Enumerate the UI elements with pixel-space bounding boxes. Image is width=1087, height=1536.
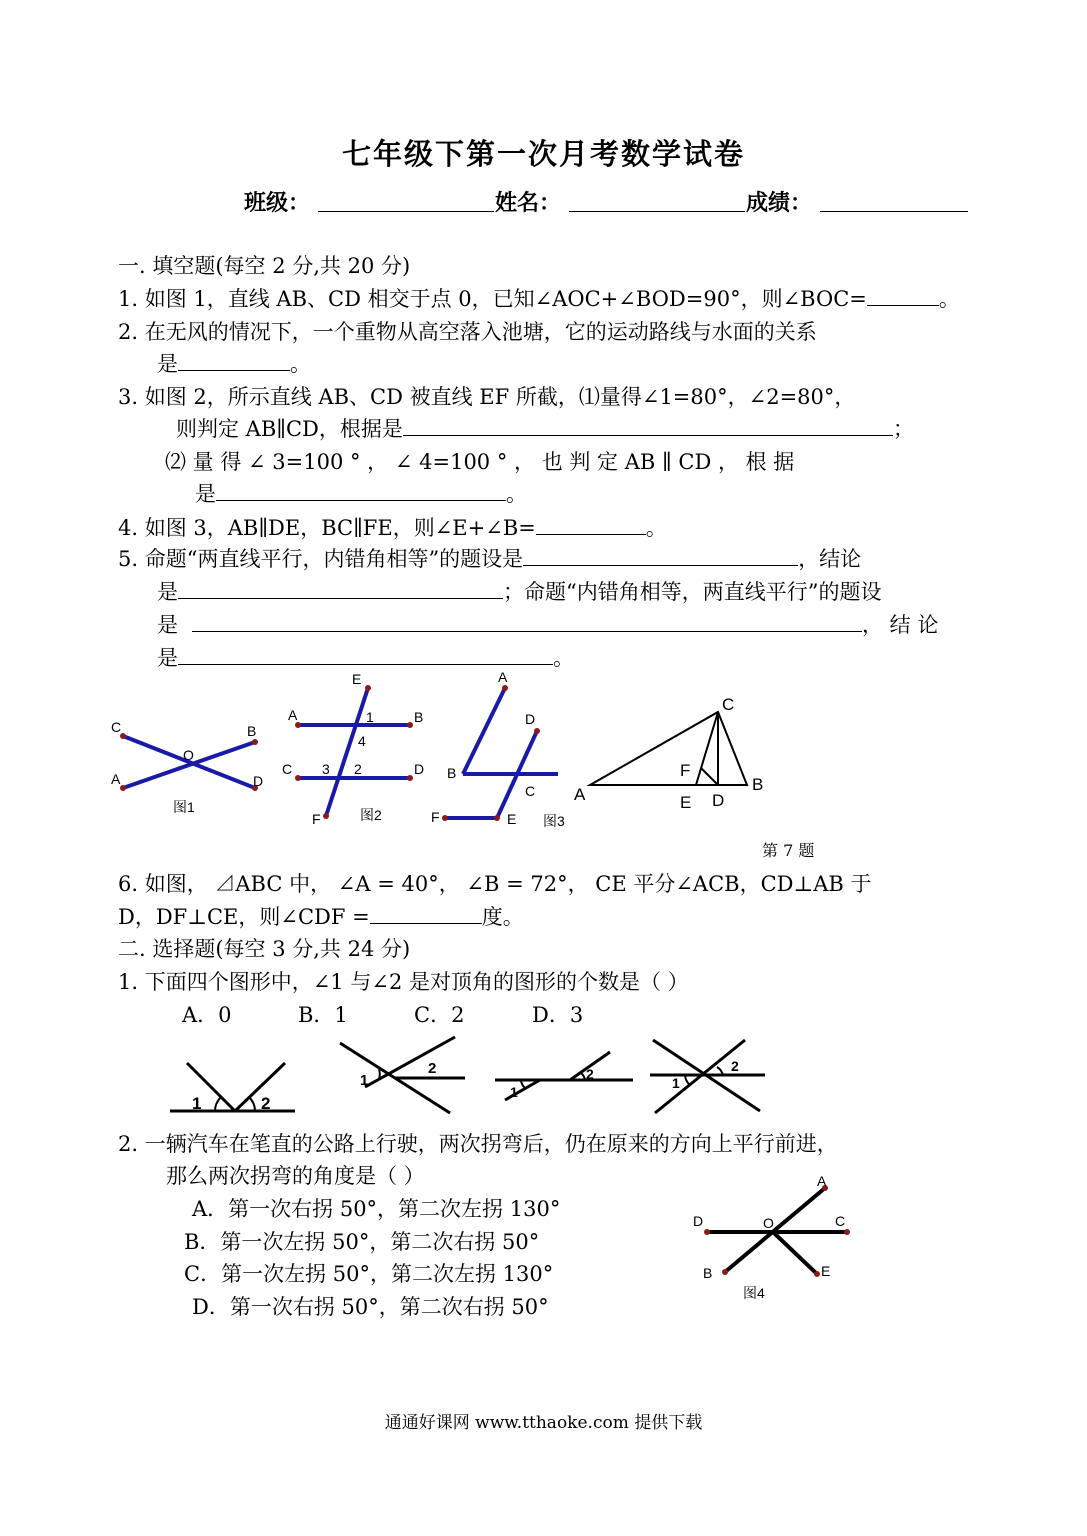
line-ef (326, 688, 368, 816)
score-blank[interactable] (820, 211, 968, 212)
q1-2-end: 。 (290, 352, 311, 376)
point-a (502, 685, 508, 691)
q1-6-line2 (118, 903, 524, 931)
label-1: 1 (366, 709, 374, 725)
q1-1-blank[interactable] (867, 285, 939, 306)
caption-fig2: 图2 (360, 807, 382, 823)
q1-4-blank[interactable] (536, 514, 646, 535)
q1-3-line3: ⑵ 量 得 ∠ 3=100 ° ， ∠ 4=100 ° ， 也 判 定 AB ∥ CD ， 根 据 (165, 450, 795, 474)
caption-fig1: 图1 (173, 799, 195, 815)
point-d (704, 1229, 710, 1235)
label-f: F (431, 809, 440, 825)
angle-figures (165, 1035, 775, 1125)
angle-label-1: 1 (192, 1094, 202, 1113)
q1-5-end1: ，结论 (798, 547, 862, 571)
q2-1-text: 1. 下面四个图形中，∠1 与∠2 是对顶角的图形的个数是（ ） (118, 970, 689, 994)
q1-1 (118, 285, 960, 313)
q2-2-option-b[interactable]: B．第一次左拐 50°，第二次右拐 50° (184, 1230, 540, 1254)
q1-5-blank2[interactable] (178, 578, 503, 599)
figure-2 (280, 668, 440, 833)
point-c (844, 1229, 850, 1235)
point-e (494, 815, 500, 821)
section2-heading: 二. 选择题(每空 3 分,共 24 分) (118, 937, 411, 961)
label-o: O (763, 1215, 774, 1231)
figure-1 (105, 712, 275, 822)
label-3: 3 (322, 761, 330, 777)
q1-5-blank4[interactable] (178, 644, 553, 665)
angle-label-1: 1 (360, 1072, 369, 1089)
angle-figure-4 (650, 1040, 765, 1113)
angle-label-1: 1 (672, 1075, 680, 1091)
q1-5-end4: 。 (553, 646, 574, 670)
q1-3-line4 (195, 480, 527, 508)
q1-5-end3: ， 结 论 (862, 613, 939, 637)
q2-2-option-c[interactable]: C．第一次左拐 50°，第二次左拐 130° (184, 1262, 554, 1286)
label-4: 4 (358, 733, 366, 749)
label-d: D (712, 791, 725, 810)
label-e: E (352, 671, 362, 687)
label-b: B (752, 775, 764, 794)
caption-fig4: 图4 (743, 1285, 765, 1301)
q1-5-blank3[interactable] (192, 611, 862, 632)
label-e: E (680, 793, 692, 812)
q2-2-option-d[interactable]: D．第一次右拐 50°，第二次右拐 50° (192, 1295, 549, 1319)
q1-3-line2 (176, 415, 914, 443)
q1-3-lead1: 则判定 AB∥CD，根据是 (176, 417, 403, 441)
q1-3-line1: 3. 如图 2，所示直线 AB、CD 被直线 EF 所截，⑴量得∠1=80°，∠2=80°， (118, 385, 856, 409)
angle-figure-2 (340, 1037, 465, 1113)
point-d (407, 775, 413, 781)
q2-1-option-a[interactable]: A．0 (182, 1003, 232, 1027)
q1-3-end1: ； (892, 417, 914, 441)
q1-6-line1: 6. 如图， ⊿ABC 中， ∠A = 40°， ∠B = 72°， CE 平分∠ACB，CD⊥AB 于 (118, 872, 872, 896)
label-a: A (574, 785, 586, 804)
label-f: F (680, 761, 691, 780)
q1-2-line1: 2. 在无风的情况下，一个重物从高空落入池塘，它的运动路线与水面的关系 (118, 320, 817, 344)
caption-fig7: 第 7 题 (762, 841, 815, 860)
name-blank[interactable] (569, 211, 745, 212)
point-c (295, 775, 301, 781)
page-title: 七年级下第一次月考数学试卷 (341, 137, 745, 171)
point-a (120, 785, 126, 791)
label-e: E (507, 811, 517, 827)
line-oe (773, 1232, 817, 1274)
q1-3-blank2[interactable] (216, 480, 506, 501)
q1-2-lead: 是 (157, 352, 178, 376)
q1-2-line2 (157, 350, 311, 378)
label-d: D (525, 711, 536, 727)
triangle-abc (590, 712, 747, 785)
angle-label-1: 1 (510, 1084, 518, 1100)
angle-label-2: 2 (261, 1094, 271, 1113)
point-f (323, 813, 329, 819)
label-a: A (498, 669, 508, 685)
angle-figure-1 (170, 1063, 295, 1113)
figure-4 (685, 1170, 865, 1310)
q1-5-line2 (157, 578, 881, 606)
label-o: O (183, 747, 194, 763)
q1-2-blank[interactable] (178, 350, 290, 371)
q1-3-lead2: 是 (195, 482, 216, 506)
q1-3-end2: 。 (506, 482, 527, 506)
label-a: A (817, 1173, 827, 1189)
label-b: B (247, 723, 257, 739)
label-d: D (693, 1213, 704, 1229)
q1-3-blank1[interactable] (403, 415, 893, 436)
angle-label-2: 2 (731, 1058, 739, 1074)
q1-5-line3 (157, 611, 938, 639)
label-b: B (414, 709, 424, 725)
angle-figure-3 (495, 1052, 633, 1100)
angle-label-2: 2 (428, 1060, 437, 1077)
line-ab (463, 688, 505, 774)
section1-heading: 一. 填空题(每空 2 分,共 20 分) (118, 254, 411, 278)
q1-4-end: 。 (645, 516, 667, 540)
name-label: 姓名： (495, 190, 562, 216)
q2-1-option-b[interactable]: B．1 (298, 1003, 348, 1027)
q1-1-end: 。 (938, 287, 960, 311)
label-c: C (111, 719, 122, 735)
q2-1-option-c[interactable]: C．2 (414, 1003, 465, 1027)
q1-6-blank[interactable] (370, 903, 482, 924)
q1-4 (118, 514, 667, 542)
q1-6-lead: D，DF⊥CE，则∠CDF = (118, 905, 370, 929)
q1-5-lead2: 是 (157, 580, 178, 604)
angle-label-2: 2 (586, 1066, 594, 1082)
q1-5-lead4: 是 (157, 646, 178, 670)
point-d (534, 728, 540, 734)
point-b (252, 739, 258, 745)
label-b: B (703, 1265, 713, 1281)
label-e: E (821, 1263, 831, 1279)
q1-1-text: 1. 如图 1，直线 AB、CD 相交于点 0，已知∠AOC+∠BOD=90°，则∠BOC= (118, 287, 867, 311)
q2-2-line2: 那么两次拐弯的角度是（ ） (166, 1164, 425, 1188)
label-2: 2 (354, 761, 362, 777)
point-e (814, 1271, 820, 1277)
point-f (442, 815, 448, 821)
point-b (407, 722, 413, 728)
figure-3 (425, 668, 585, 833)
label-d: D (414, 761, 425, 777)
point-e (365, 685, 371, 691)
segment-df (701, 768, 718, 785)
caption-fig3: 图3 (543, 813, 565, 829)
figure-7 (570, 690, 815, 865)
label-c: C (525, 783, 536, 799)
point-b (722, 1269, 728, 1275)
label-d: D (253, 773, 264, 789)
label-c: C (722, 695, 735, 714)
q1-5-line1 (118, 545, 861, 573)
class-blank[interactable] (318, 211, 494, 212)
q2-1-option-d[interactable]: D．3 (532, 1003, 584, 1027)
label-b: B (447, 765, 457, 781)
label-f: F (312, 811, 321, 827)
q2-2-option-a[interactable]: A．第一次右拐 50°，第二次左拐 130° (192, 1197, 561, 1221)
footer-text: 通通好课网 www.tthaoke.com 提供下载 (384, 1413, 703, 1433)
label-c: C (282, 761, 293, 777)
q1-5-lead1: 5. 命题“两直线平行，内错角相等”的题设是 (118, 547, 524, 571)
label-c: C (835, 1213, 846, 1229)
q1-5-lead3: 是 (157, 613, 178, 637)
score-label: 成绩： (746, 190, 813, 216)
q1-5-end2: ；命题“内错角相等，两直线平行”的题设 (503, 580, 882, 604)
q1-5-blank1[interactable] (523, 545, 798, 566)
q1-4-text: 4. 如图 3，AB∥DE，BC∥FE，则∠E+∠B= (118, 516, 536, 540)
label-a: A (111, 771, 121, 787)
label-a: A (288, 707, 298, 723)
class-label: 班级： (244, 190, 311, 216)
q2-2-line1: 2. 一辆汽车在笔直的公路上行驶，两次拐弯后，仍在原来的方向上平行前进， (118, 1132, 838, 1156)
q1-6-end: 度。 (481, 905, 524, 929)
